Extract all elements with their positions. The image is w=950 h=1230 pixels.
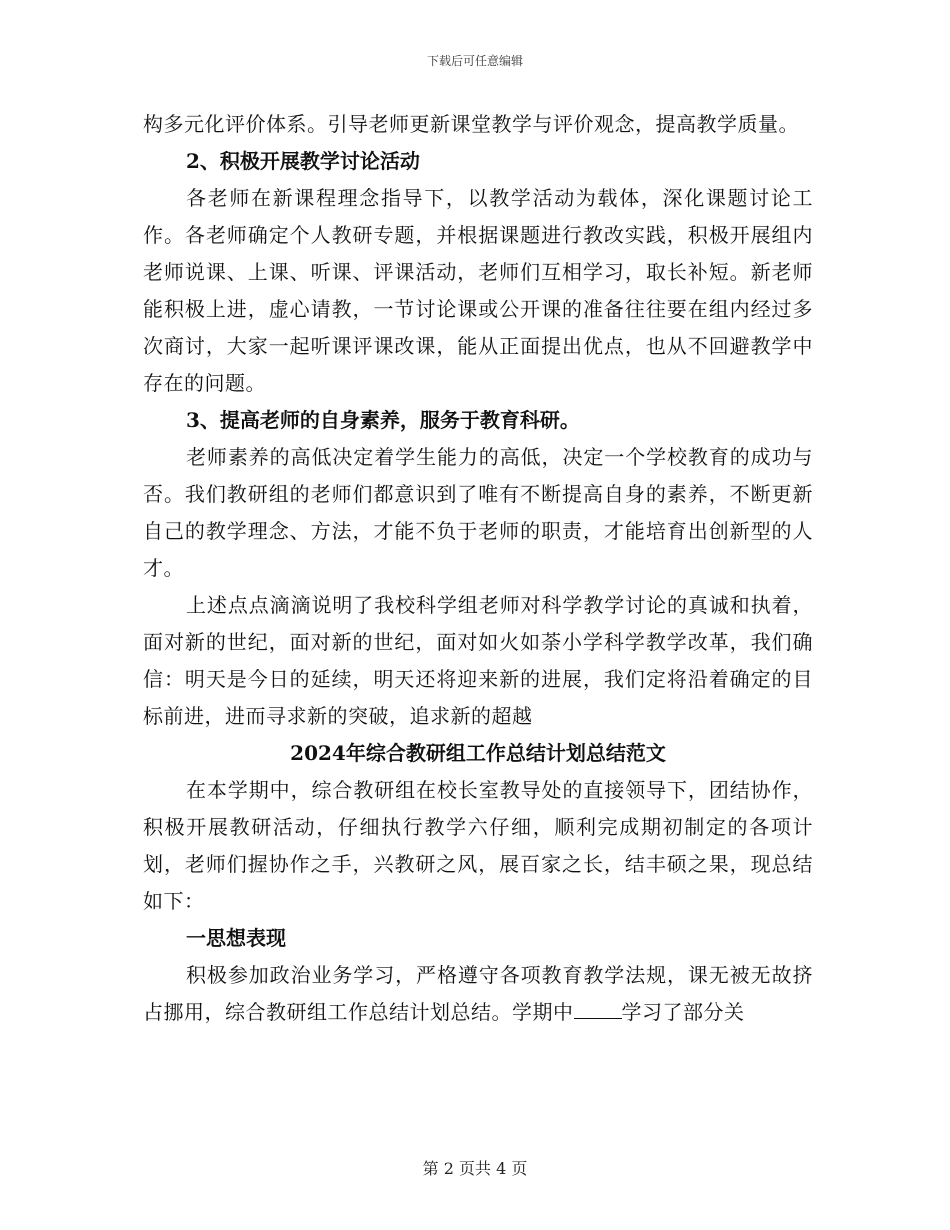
document-title: 2024年综合教研组工作总结计划总结范文 xyxy=(290,741,666,765)
fill-in-blank xyxy=(574,1000,622,1019)
paragraph-intro: 在本学期中，综合教研组在校长室教导处的直接领导下，团结协作，积极开展教研活动，仔细执行教学六仔细，顺利完成期初制定的各项计划，老师们握协作之手，兴教研之风，展百家之长，结丰硕之果，现总结如下： xyxy=(143,778,813,913)
section-heading-discussion: 2、积极开展教学讨论活动 xyxy=(186,149,420,173)
paragraph-thought-end: 学习了部分关 xyxy=(621,1000,745,1024)
section-heading-quality: 3、提高老师的自身素养，服务于教育科研。 xyxy=(186,408,580,432)
paragraph-thought-start: 积极参加政治业务学习，严格遵守各项教育教学法规，课无被无故挤占挪用，综合教研组工作总结计划总结。学期中 xyxy=(143,963,813,1024)
paragraph-evaluation: 构多元化评价体系。引导老师更新课堂教学与评价观念，提高教学质量。 xyxy=(143,112,799,136)
section-heading-thought: 一思想表现 xyxy=(186,926,286,950)
paragraph-discussion: 各老师在新课程理念指导下，以教学活动为载体，深化课题讨论工作。各老师确定个人教研专题，并根据课题进行教改实践，积极开展组内老师说课、上课、听课、评课活动，老师们互相学习，取长补短。新老师能积极上进，虚心请教，一节讨论课或公开课的准备往往要在组内经过多次商讨，大家一起听课评课改课，能从正面提出优点，也从不回避教学中存在的问题。 xyxy=(143,186,813,395)
page-header-note: 下载后可任意编辑 xyxy=(426,54,523,68)
document-body xyxy=(143,106,813,1031)
page-number: 第 2 页共 4 页 xyxy=(422,1159,528,1178)
paragraph-thought xyxy=(143,957,813,1031)
paragraph-quality: 老师素养的高低决定着学生能力的高低，决定一个学校教育的成功与否。我们教研组的老师们都意识到了唯有不断提高自身的素养，不断更新自己的教学理念、方法，才能不负于老师的职责，才能培育出创新型的人才。 xyxy=(143,445,813,580)
paragraph-conclusion: 上述点点滴滴说明了我校科学组老师对科学教学讨论的真诚和执着，面对新的世纪，面对新的世纪，面对如火如荼小学科学教学改革，我们确信：明天是今日的延续，明天还将迎来新的进展，我们定将沿着确定的目标前进，进而寻求新的突破，追求新的超越 xyxy=(143,593,813,728)
